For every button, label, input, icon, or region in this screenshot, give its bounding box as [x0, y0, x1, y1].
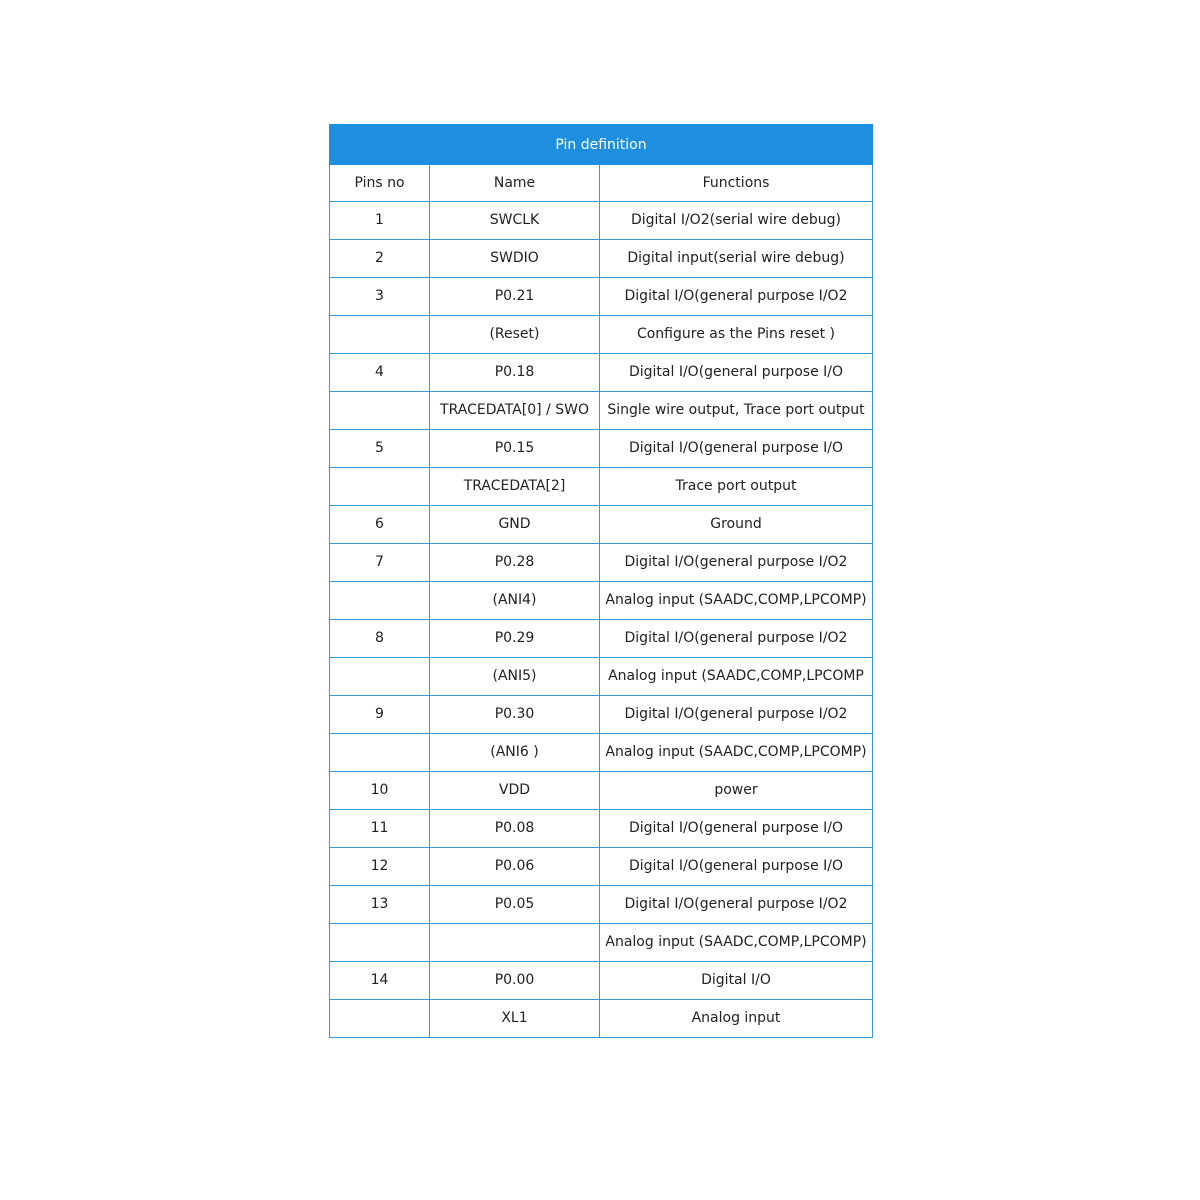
pin-name-cell: P0.28 — [430, 544, 600, 582]
pin-name-cell: P0.21 — [430, 278, 600, 316]
table-row — [330, 696, 873, 734]
pin-function-cell: Digital I/O(general purpose I/O — [600, 354, 873, 392]
table-row — [330, 924, 873, 962]
pin-name-cell: P0.00 — [430, 962, 600, 1000]
table-row — [330, 962, 873, 1000]
pin-function-cell: Analog input (SAADC,COMP,LPCOMP) — [600, 734, 873, 772]
pin-name-cell: SWDIO — [430, 240, 600, 278]
pin-function-cell: Analog input (SAADC,COMP,LPCOMP) — [600, 582, 873, 620]
pin-number-cell — [330, 468, 430, 506]
title-row — [330, 125, 873, 165]
pin-number-cell: 10 — [330, 772, 430, 810]
column-header-functions: Functions — [600, 165, 873, 202]
pin-number-cell: 11 — [330, 810, 430, 848]
pin-number-cell — [330, 734, 430, 772]
column-header-row — [330, 165, 873, 202]
pin-name-cell: XL1 — [430, 1000, 600, 1038]
pin-function-cell: power — [600, 772, 873, 810]
pin-name-cell: P0.06 — [430, 848, 600, 886]
table-row — [330, 468, 873, 506]
pin-name-cell — [430, 924, 600, 962]
pin-definition-table-container — [329, 124, 872, 1038]
pin-function-cell: Digital I/O(general purpose I/O2 — [600, 620, 873, 658]
pin-name-cell: P0.30 — [430, 696, 600, 734]
table-row — [330, 1000, 873, 1038]
pin-function-cell: Digital I/O(general purpose I/O2 — [600, 696, 873, 734]
pin-name-cell: P0.29 — [430, 620, 600, 658]
pin-number-cell: 2 — [330, 240, 430, 278]
pin-name-cell: (ANI5) — [430, 658, 600, 696]
pin-number-cell: 5 — [330, 430, 430, 468]
table-title: Pin definition — [330, 125, 873, 165]
pin-function-cell: Single wire output, Trace port output — [600, 392, 873, 430]
table-row — [330, 886, 873, 924]
pin-name-cell: P0.18 — [430, 354, 600, 392]
table-row — [330, 278, 873, 316]
pin-function-cell: Analog input (SAADC,COMP,LPCOMP) — [600, 924, 873, 962]
table-row — [330, 202, 873, 240]
pin-number-cell: 9 — [330, 696, 430, 734]
table-row — [330, 430, 873, 468]
pin-function-cell: Digital I/O(general purpose I/O — [600, 848, 873, 886]
pin-number-cell: 12 — [330, 848, 430, 886]
pin-number-cell: 4 — [330, 354, 430, 392]
pin-function-cell: Analog input — [600, 1000, 873, 1038]
pin-number-cell — [330, 392, 430, 430]
column-header-name: Name — [430, 165, 600, 202]
table-row — [330, 848, 873, 886]
pin-function-cell: Digital input(serial wire debug) — [600, 240, 873, 278]
pin-function-cell: Ground — [600, 506, 873, 544]
pin-function-cell: Analog input (SAADC,COMP,LPCOMP — [600, 658, 873, 696]
pin-name-cell: P0.08 — [430, 810, 600, 848]
pin-number-cell: 13 — [330, 886, 430, 924]
pin-name-cell: GND — [430, 506, 600, 544]
pin-number-cell — [330, 582, 430, 620]
pin-function-cell: Digital I/O(general purpose I/O — [600, 430, 873, 468]
pin-name-cell: TRACEDATA[2] — [430, 468, 600, 506]
pin-function-cell: Digital I/O — [600, 962, 873, 1000]
pin-definition-table — [329, 124, 873, 1038]
pin-name-cell: VDD — [430, 772, 600, 810]
pin-function-cell: Digital I/O2(serial wire debug) — [600, 202, 873, 240]
table-row — [330, 544, 873, 582]
pin-number-cell: 8 — [330, 620, 430, 658]
table-row — [330, 810, 873, 848]
pin-number-cell — [330, 316, 430, 354]
pin-function-cell: Digital I/O(general purpose I/O2 — [600, 278, 873, 316]
pin-name-cell: P0.15 — [430, 430, 600, 468]
table-row — [330, 658, 873, 696]
pin-name-cell: TRACEDATA[0] / SWO — [430, 392, 600, 430]
pin-number-cell: 6 — [330, 506, 430, 544]
pin-number-cell — [330, 1000, 430, 1038]
pin-number-cell — [330, 924, 430, 962]
table-row — [330, 772, 873, 810]
pin-name-cell: SWCLK — [430, 202, 600, 240]
table-row — [330, 392, 873, 430]
pin-name-cell: (ANI6 ) — [430, 734, 600, 772]
pin-function-cell: Trace port output — [600, 468, 873, 506]
column-header-pin: Pins no — [330, 165, 430, 202]
pin-name-cell: P0.05 — [430, 886, 600, 924]
table-row — [330, 582, 873, 620]
table-row — [330, 734, 873, 772]
pin-function-cell: Digital I/O(general purpose I/O2 — [600, 886, 873, 924]
pin-number-cell: 3 — [330, 278, 430, 316]
pin-function-cell: Configure as the Pins reset ) — [600, 316, 873, 354]
table-row — [330, 620, 873, 658]
pin-number-cell: 7 — [330, 544, 430, 582]
table-row — [330, 240, 873, 278]
pin-name-cell: (Reset) — [430, 316, 600, 354]
pin-name-cell: (ANI4) — [430, 582, 600, 620]
table-body — [330, 165, 873, 1038]
pin-number-cell: 14 — [330, 962, 430, 1000]
table-row — [330, 316, 873, 354]
table-row — [330, 506, 873, 544]
pin-number-cell — [330, 658, 430, 696]
pin-function-cell: Digital I/O(general purpose I/O — [600, 810, 873, 848]
pin-number-cell: 1 — [330, 202, 430, 240]
table-row — [330, 354, 873, 392]
pin-function-cell: Digital I/O(general purpose I/O2 — [600, 544, 873, 582]
